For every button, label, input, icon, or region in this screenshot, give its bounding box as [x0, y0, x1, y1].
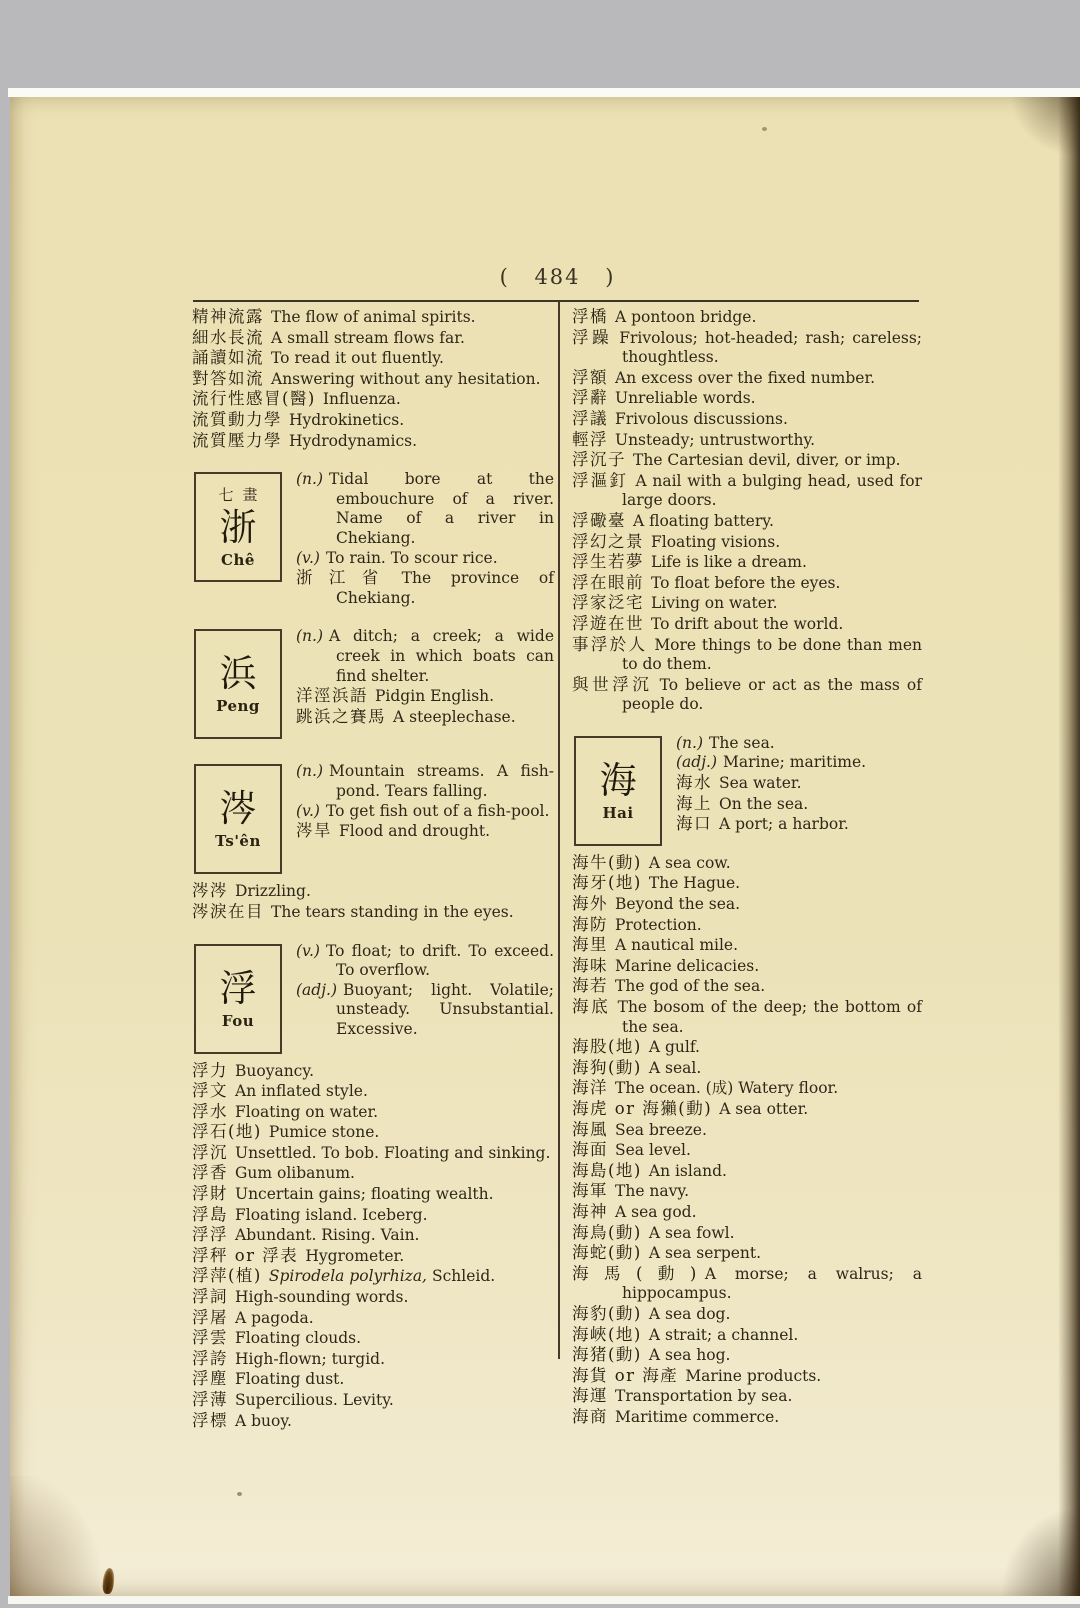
dict-entry-line — [572, 409, 922, 430]
definition-line — [676, 814, 922, 835]
english-gloss: A nail with a bulging head, used for large doors. — [622, 471, 923, 510]
chinese-term: 浮薄 — [192, 1390, 228, 1409]
chinese-term: 海商 — [572, 1406, 608, 1426]
chinese-term: 浮詞 — [192, 1287, 228, 1307]
english-gloss: To rain. To scour rice. — [325, 548, 498, 567]
headword-romanization: Ts'ên — [215, 832, 261, 851]
chinese-term: 海峽(地) — [572, 1324, 642, 1344]
chinese-term: 海風 — [572, 1119, 608, 1139]
english-gloss: A pagoda. — [235, 1308, 314, 1327]
dict-entry-line — [572, 552, 922, 573]
chinese-term: 細水長流 — [192, 327, 264, 347]
english-gloss: The bosom of the deep; the bottom of the sea. — [617, 998, 923, 1036]
definition-line — [676, 753, 922, 773]
dict-entry-line — [572, 450, 922, 471]
scan-edge-strip-top — [8, 88, 1080, 97]
chinese-term: 與世浮沉 — [572, 674, 653, 694]
chinese-term: 流行性感冒(醫) — [192, 389, 316, 409]
dict-entry-line — [572, 873, 922, 894]
dict-entry-line — [192, 902, 554, 923]
chinese-term: 事浮於人 — [572, 634, 648, 654]
dict-entry-line — [192, 1184, 554, 1205]
english-gloss: Unsteady; untrustworthy. — [615, 430, 816, 449]
english-gloss: Floating clouds. — [235, 1329, 362, 1348]
definition-line — [676, 773, 922, 794]
dict-entry-line — [572, 307, 922, 328]
chinese-term: 海味 — [572, 955, 608, 975]
part-of-speech-label: (v.) — [296, 941, 320, 960]
dict-entry-line — [572, 976, 922, 997]
english-gloss: Marine products. — [685, 1366, 822, 1385]
english-gloss: An island. — [648, 1161, 727, 1180]
english-gloss: A buoy. — [235, 1411, 292, 1430]
headword-romanization: Chê — [221, 551, 255, 570]
chinese-term: 浮議 — [572, 408, 608, 428]
chinese-term: 浮誇 — [192, 1348, 228, 1368]
chinese-term: 海里 — [572, 935, 608, 955]
chinese-term: 海水 — [676, 773, 712, 793]
chinese-term: 對答如流 — [192, 368, 264, 388]
page-corner-shadow-bottom-left — [10, 1476, 100, 1596]
chinese-term: 涔涔 — [192, 881, 228, 901]
english-gloss: The god of the sea. — [615, 977, 766, 996]
chinese-term: 浮香 — [192, 1163, 228, 1183]
header-rule — [193, 300, 919, 302]
english-gloss: A gulf. — [648, 1038, 700, 1057]
english-gloss: Unsettled. To bob. Floating and sinking. — [235, 1143, 551, 1162]
chinese-term: 涔淚在目 — [192, 901, 264, 921]
chinese-term: 浮礮臺 — [572, 510, 626, 530]
dict-entry-line — [572, 1099, 922, 1120]
chinese-term: 涔旱 — [296, 821, 332, 841]
english-gloss: Influenza. — [322, 390, 401, 409]
chinese-term: 浮島 — [192, 1204, 228, 1224]
dict-entry-line — [572, 511, 922, 532]
english-gloss: A nautical mile. — [615, 936, 739, 955]
chinese-term: 浮在眼前 — [572, 572, 644, 592]
english-gloss: Floating island. Iceberg. — [235, 1205, 428, 1224]
english-gloss: The flow of animal spirits. — [271, 308, 476, 326]
dict-entry-line — [192, 348, 554, 369]
english-gloss: Schleid. — [432, 1267, 496, 1286]
chinese-term: 浮水 — [192, 1101, 228, 1121]
english-gloss: A seal. — [648, 1058, 702, 1077]
chinese-term: 洋涇浜語 — [296, 686, 368, 706]
chinese-term: 浮幻之景 — [572, 531, 644, 551]
dict-entry-line — [572, 1058, 922, 1079]
chinese-term: 海軍 — [572, 1181, 608, 1201]
english-gloss: Marine delicacies. — [615, 956, 760, 975]
dict-entry-line — [192, 1411, 554, 1432]
headword-box — [194, 764, 282, 874]
dict-entry-line — [192, 431, 554, 452]
english-gloss: Sea breeze. — [615, 1120, 707, 1139]
english-gloss: Unreliable words. — [615, 389, 756, 408]
english-gloss: A pontoon bridge. — [615, 308, 757, 326]
dict-entry-line — [572, 328, 922, 368]
chinese-term: 海牛(動) — [572, 852, 642, 872]
english-gloss: A sea fowl. — [648, 1223, 735, 1242]
ink-speck — [237, 1492, 242, 1496]
english-gloss: Abundant. Rising. Vain. — [235, 1226, 420, 1245]
dict-entry-line — [572, 635, 922, 675]
definition-line — [296, 686, 554, 707]
dict-entry-line — [572, 1202, 922, 1223]
chinese-term: 海口 — [676, 814, 712, 834]
dict-entry-line — [192, 307, 554, 328]
definition-line — [296, 549, 554, 569]
chinese-term: 海面 — [572, 1140, 608, 1160]
chinese-term: 浮額 — [572, 367, 608, 387]
chinese-term: 輕浮 — [572, 429, 608, 449]
dict-entry-line — [572, 368, 922, 389]
chinese-term: 海若 — [572, 976, 608, 996]
english-gloss: Sea water. — [719, 774, 802, 793]
english-gloss: Buoyant; light. Volatile; unsteady. Unsubstantial. Excessive. — [336, 980, 554, 1038]
headword-box — [194, 944, 282, 1054]
english-gloss: Sea level. — [615, 1141, 691, 1160]
dict-entry-line — [192, 1287, 554, 1308]
headword-block — [192, 469, 554, 608]
english-gloss: Gum olibanum. — [235, 1164, 355, 1183]
definition-line — [296, 470, 554, 548]
chinese-term: 浮雲 — [192, 1328, 228, 1348]
chinese-term: 浮躁 — [572, 327, 613, 347]
headword-block — [192, 761, 554, 878]
chinese-term: 誦讀如流 — [192, 348, 264, 368]
headword-character: 海 — [599, 758, 637, 802]
dict-entry-line — [192, 1102, 554, 1123]
chinese-term: 浮屠 — [192, 1307, 228, 1327]
dict-entry-line — [572, 593, 922, 614]
dict-entry-line — [572, 1345, 922, 1366]
dict-entry-line — [572, 1120, 922, 1141]
headword-definitions — [282, 469, 554, 608]
english-gloss: A small stream flows far. — [271, 328, 465, 347]
headword-character: 浮 — [219, 966, 257, 1010]
english-gloss: Tidal bore at the embouchure of a river. Name of a river in Chekiang. — [329, 470, 554, 547]
english-gloss: Flood and drought. — [339, 822, 491, 841]
dict-entry-line — [572, 1078, 922, 1099]
chinese-term: 浮漚釘 — [572, 470, 629, 490]
chinese-term: 浮生若夢 — [572, 552, 644, 572]
english-gloss: Uncertain gains; floating wealth. — [235, 1185, 494, 1204]
part-of-speech-label: (n.) — [296, 762, 324, 781]
headword-definitions — [282, 626, 554, 743]
english-gloss: A sea hog. — [648, 1346, 731, 1365]
column-divider-rule — [558, 301, 560, 1359]
chinese-term: 海上 — [676, 793, 712, 813]
dict-entry-line — [572, 1243, 922, 1264]
chinese-term: 精神流露 — [192, 307, 264, 326]
chinese-term: 海豹(動) — [572, 1303, 642, 1323]
chinese-term: 浮力 — [192, 1060, 228, 1080]
stroke-count-label: 七畫 — [218, 486, 267, 505]
dict-entry-line — [572, 1366, 922, 1387]
english-gloss: A ditch; a creek; a wide creek in which boats can find shelter. — [329, 627, 554, 685]
chinese-term: 海運 — [572, 1386, 608, 1406]
chinese-term: 浮石(地) — [192, 1122, 262, 1142]
dict-entry-line — [192, 1061, 554, 1082]
dict-entry-line — [192, 1308, 554, 1329]
chinese-term: 浮浮 — [192, 1225, 228, 1245]
english-gloss: To read it out fluently. — [271, 349, 444, 368]
chinese-term: 跳浜之賽馬 — [296, 706, 386, 726]
english-gloss: An excess over the fixed number. — [615, 368, 876, 387]
book-page-paper — [10, 97, 1080, 1596]
chinese-term: 浮遊在世 — [572, 613, 644, 633]
english-gloss: The ocean. (成) Watery floor. — [615, 1079, 839, 1098]
dict-entry-line — [572, 1264, 922, 1304]
dict-entry-line — [572, 1037, 922, 1058]
dict-entry-line — [572, 1223, 922, 1244]
english-gloss: A morse; a walrus; a hippocampus. — [622, 1264, 922, 1303]
english-gloss: Marine; maritime. — [723, 753, 867, 772]
english-gloss: Life is like a dream. — [651, 553, 807, 572]
dict-entry-line — [192, 1163, 554, 1184]
dict-entry-line — [192, 1225, 554, 1246]
english-gloss: Supercilious. Levity. — [235, 1391, 394, 1409]
english-gloss: To get fish out of a fish-pool. — [325, 801, 550, 820]
chinese-term: 海蛇(動) — [572, 1243, 642, 1263]
english-gloss: Frivolous; hot-headed; rash; careless; thoughtless. — [619, 328, 923, 367]
ink-blemish — [102, 1567, 116, 1594]
chinese-term: 海神 — [572, 1201, 608, 1221]
english-gloss: A port; a harbor. — [719, 815, 849, 834]
english-gloss: The navy. — [615, 1182, 690, 1201]
english-gloss: Living on water. — [651, 594, 778, 613]
part-of-speech-label: (v.) — [296, 801, 320, 820]
english-gloss: Drizzling. — [235, 882, 311, 901]
english-gloss: The sea. — [709, 733, 775, 752]
headword-box — [194, 629, 282, 739]
headword-romanization: Peng — [216, 697, 260, 716]
dict-entry-line — [192, 389, 554, 410]
headword-definitions — [282, 941, 554, 1058]
english-gloss: Frivolous discussions. — [615, 409, 788, 428]
right-column — [572, 307, 922, 1428]
chinese-term: 浙江省 — [296, 568, 395, 588]
dict-entry-line — [192, 1328, 554, 1349]
chinese-term: 海猪(動) — [572, 1345, 642, 1365]
english-gloss: The tears standing in the eyes. — [271, 902, 514, 921]
headword-block — [572, 733, 922, 850]
chinese-term: 海馬(動) — [572, 1263, 698, 1283]
english-gloss: The province of Chekiang. — [336, 569, 554, 607]
dict-entry-line — [192, 410, 554, 431]
dict-entry-line — [192, 1246, 554, 1267]
chinese-term: 海外 — [572, 894, 608, 914]
headword-box — [194, 472, 282, 582]
chinese-term: 海牙(地) — [572, 873, 642, 893]
dict-entry-line — [572, 1304, 922, 1325]
english-gloss: Buoyancy. — [235, 1061, 314, 1080]
chinese-term: 浮財 — [192, 1184, 228, 1204]
english-gloss: High-flown; turgid. — [235, 1349, 386, 1368]
english-gloss: Pumice stone. — [268, 1123, 380, 1142]
dict-entry-line — [572, 956, 922, 977]
chinese-term: 浮萍(植) — [192, 1266, 262, 1286]
dict-entry-line — [572, 1407, 922, 1428]
english-gloss: Mountain streams. A fish-pond. Tears falling. — [329, 762, 554, 800]
dict-entry-line — [572, 853, 922, 874]
dict-entry-line — [572, 614, 922, 635]
dict-entry-line — [572, 675, 922, 715]
headword-romanization: Hai — [602, 803, 634, 822]
dict-entry-line — [572, 532, 922, 553]
chinese-term: 浮秤 or 浮表 — [192, 1245, 299, 1265]
english-gloss: Answering without any hesitation. — [271, 369, 541, 388]
chinese-term: 海洋 — [572, 1078, 608, 1098]
chinese-term: 浮沉子 — [572, 450, 626, 470]
english-gloss: A sea dog. — [648, 1304, 731, 1323]
chinese-term: 海股(地) — [572, 1037, 642, 1057]
english-gloss: To float; to drift. To exceed. To overflow. — [325, 941, 554, 980]
definition-line — [296, 627, 554, 686]
dict-entry-line — [192, 1349, 554, 1370]
english-gloss: Transportation by sea. — [615, 1387, 793, 1406]
english-gloss: A sea cow. — [648, 853, 731, 872]
dict-entry-line — [572, 1386, 922, 1407]
dict-entry-line — [192, 881, 554, 902]
chinese-term: 海底 — [572, 997, 611, 1017]
dict-entry-line — [192, 328, 554, 349]
english-gloss: A sea god. — [615, 1202, 697, 1221]
chinese-term: 浮標 — [192, 1410, 228, 1430]
dict-entry-line — [572, 935, 922, 956]
part-of-speech-label: (n.) — [296, 627, 324, 646]
chinese-term: 浮辭 — [572, 388, 608, 408]
english-gloss: Hygrometer. — [305, 1246, 405, 1265]
part-of-speech-label: (adj.) — [296, 980, 337, 999]
english-gloss: Floating visions. — [651, 532, 781, 551]
page-corner-shadow-bottom-right — [1000, 1506, 1080, 1596]
definition-line — [676, 794, 922, 815]
english-gloss: To float before the eyes. — [651, 573, 841, 592]
headword-character: 浙 — [219, 506, 257, 550]
english-gloss: Hydrodynamics. — [289, 431, 418, 450]
english-gloss: More things to be done than men to do them. — [622, 635, 922, 674]
definition-line — [296, 762, 554, 801]
english-gloss: To drift about the world. — [651, 614, 844, 633]
chinese-term: 浮家泛宅 — [572, 593, 644, 613]
chinese-term: 流質動力學 — [192, 409, 282, 429]
dict-entry-line — [192, 369, 554, 390]
definition-line — [296, 981, 554, 1040]
english-gloss: A floating battery. — [633, 511, 774, 530]
english-gloss: Floating on water. — [235, 1102, 379, 1121]
chinese-term: 海防 — [572, 914, 608, 934]
dict-entry-line — [192, 1369, 554, 1390]
english-gloss: A strait; a channel. — [648, 1325, 799, 1344]
english-gloss: Maritime commerce. — [615, 1407, 780, 1426]
chinese-term: 浮沉 — [192, 1142, 228, 1162]
headword-romanization: Fou — [221, 1011, 255, 1030]
chinese-term: 海狗(動) — [572, 1057, 642, 1077]
chinese-term: 海貨 or 海產 — [572, 1365, 679, 1385]
english-gloss: A sea serpent. — [648, 1244, 762, 1263]
dict-entry-line — [572, 1181, 922, 1202]
dict-entry-line — [572, 997, 922, 1037]
english-gloss: Hydrokinetics. — [289, 410, 405, 429]
dict-entry-line — [572, 1161, 922, 1182]
dict-entry-line — [572, 430, 922, 451]
definition-line — [676, 734, 922, 754]
part-of-speech-label: (adj.) — [676, 753, 717, 772]
part-of-speech-label: (v.) — [296, 548, 320, 567]
dict-entry-line — [572, 1325, 922, 1346]
page-corner-shadow-top-right — [1010, 97, 1080, 157]
chinese-term: 浮塵 — [192, 1369, 228, 1389]
dict-entry-line — [572, 1140, 922, 1161]
latin-species-italic: Spirodela polyrhiza, — [268, 1267, 427, 1286]
dict-entry-line — [192, 1266, 554, 1287]
dict-entry-line — [572, 894, 922, 915]
dict-entry-line — [572, 388, 922, 409]
dict-entry-line — [572, 573, 922, 594]
chinese-term: 海虎 or 海獺(動) — [572, 1099, 713, 1118]
english-gloss: High-sounding words. — [235, 1288, 409, 1307]
english-gloss: To believe or act as the mass of people do. — [622, 675, 922, 714]
page-number: ( 484 ) — [499, 265, 616, 289]
chinese-term: 浮文 — [192, 1081, 228, 1101]
headword-definitions — [282, 761, 554, 878]
definition-line — [296, 802, 554, 822]
definition-line — [296, 821, 554, 842]
english-gloss: An inflated style. — [235, 1082, 368, 1101]
dict-entry-line — [572, 471, 922, 511]
definition-line — [296, 568, 554, 608]
part-of-speech-label: (n.) — [676, 733, 704, 752]
dict-entry-line — [192, 1122, 554, 1143]
dict-entry-line — [572, 915, 922, 936]
dict-entry-line — [192, 1205, 554, 1226]
english-gloss: A sea otter. — [719, 1100, 809, 1118]
scan-edge-strip-bottom — [8, 1596, 1080, 1604]
english-gloss: Protection. — [615, 915, 702, 934]
english-gloss: Pidgin English. — [375, 687, 495, 706]
ink-speck — [762, 127, 767, 131]
dict-entry-line — [192, 1143, 554, 1164]
chinese-term: 流質壓力學 — [192, 430, 282, 450]
english-gloss: The Hague. — [648, 874, 741, 893]
english-gloss: On the sea. — [719, 794, 809, 813]
english-gloss: A steeplechase. — [393, 707, 516, 726]
english-gloss: Beyond the sea. — [615, 895, 741, 914]
headword-block — [192, 626, 554, 743]
headword-character: 浜 — [219, 652, 257, 696]
dict-entry-line — [192, 1081, 554, 1102]
headword-block — [192, 941, 554, 1058]
chinese-term: 海島(地) — [572, 1160, 642, 1180]
headword-definitions — [662, 733, 922, 850]
left-column — [192, 307, 554, 1431]
part-of-speech-label: (n.) — [296, 470, 324, 489]
chinese-term: 海鳥(動) — [572, 1222, 642, 1242]
definition-line — [296, 942, 554, 981]
english-gloss: The Cartesian devil, diver, or imp. — [633, 451, 901, 470]
definition-line — [296, 707, 554, 728]
dict-entry-line — [192, 1390, 554, 1411]
page-edge-shadow-right — [1058, 97, 1080, 1596]
english-gloss: Floating dust. — [235, 1370, 345, 1389]
headword-box — [574, 736, 662, 846]
headword-character: 涔 — [219, 787, 257, 831]
chinese-term: 浮橋 — [572, 307, 608, 326]
